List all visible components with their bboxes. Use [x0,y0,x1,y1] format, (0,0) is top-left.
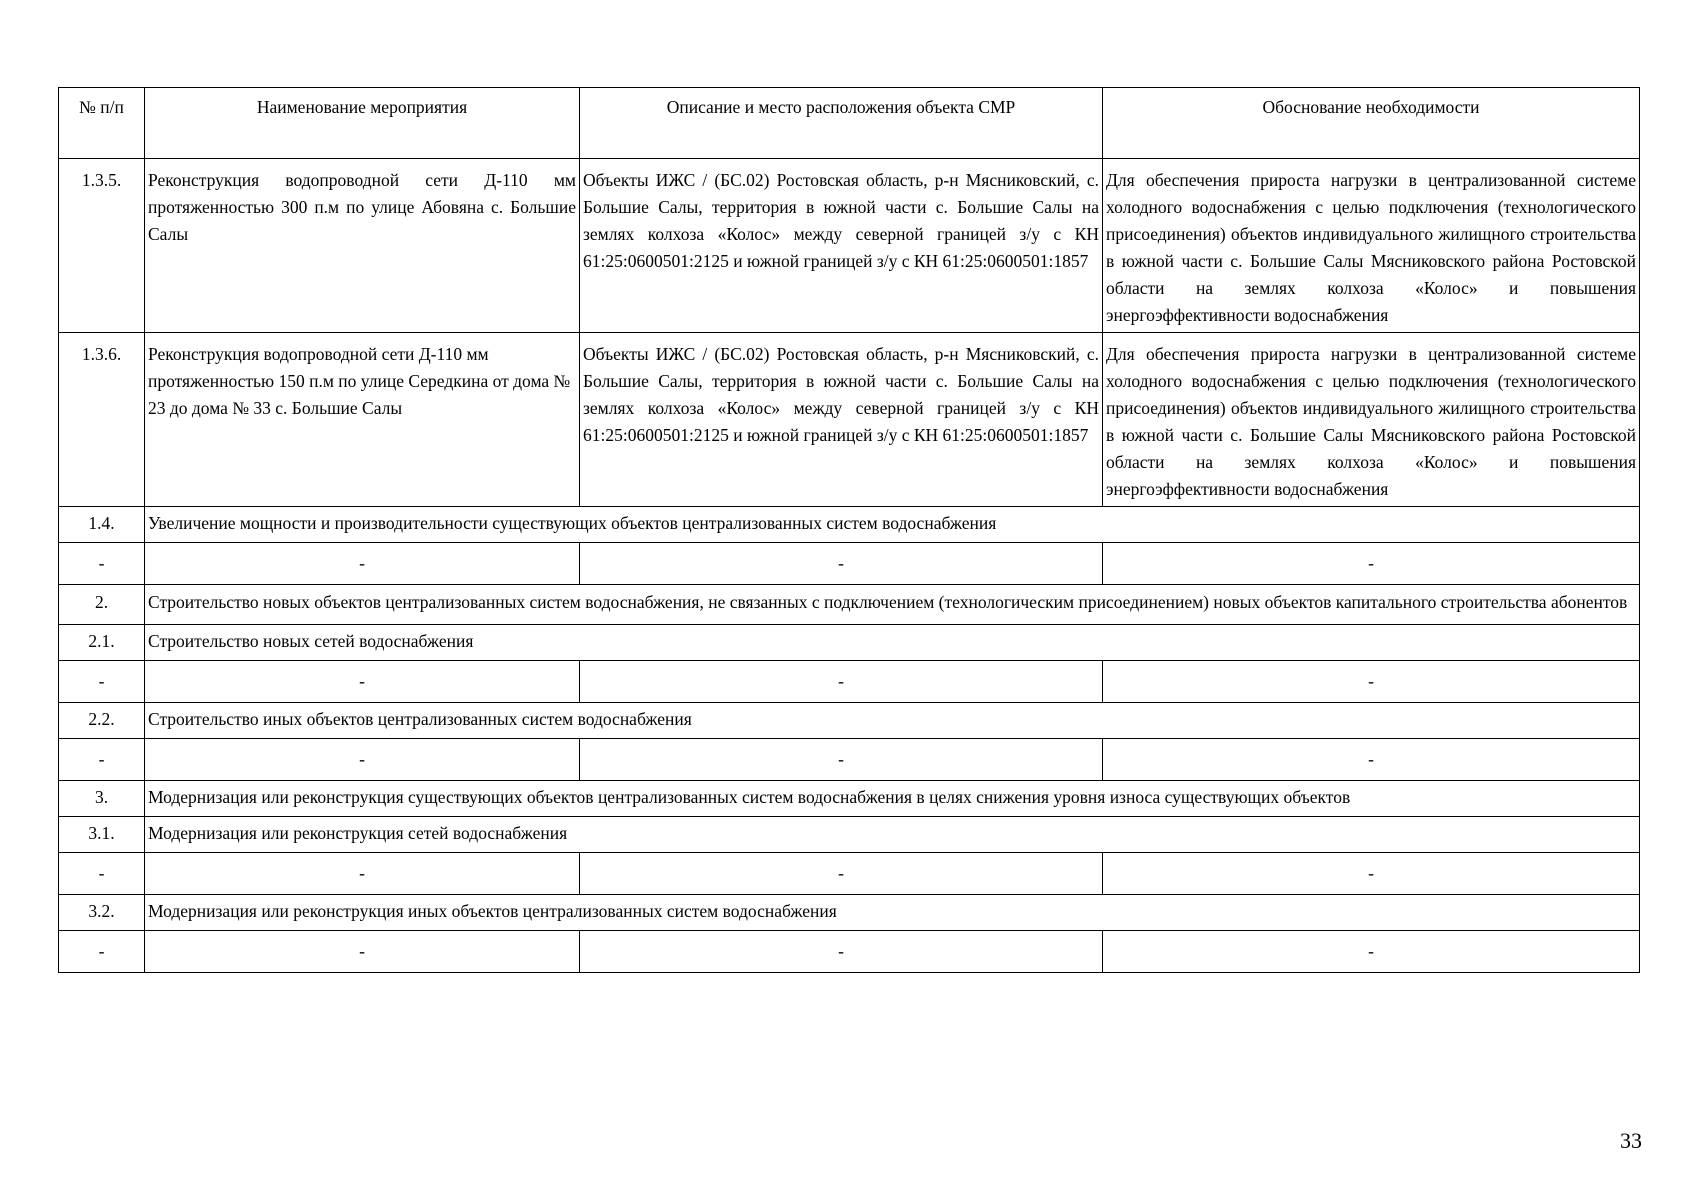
dash-cell: - [1103,543,1640,585]
row-name: Реконструкция водопроводной сети Д-110 мм протяженностью 300 п.м по улице Абовяна с. Большие Салы [145,159,580,333]
section-num: 3. [59,781,145,817]
dash-cell: - [1103,661,1640,703]
empty-row [59,931,1640,973]
dash-cell: - [580,543,1103,585]
empty-row [59,661,1640,703]
dash-cell: - [1103,931,1640,973]
empty-row [59,543,1640,585]
section-row [59,625,1640,661]
dash-cell: - [145,853,580,895]
header-name: Наименование мероприятия [145,88,580,159]
section-row [59,781,1640,817]
section-title: Увеличение мощности и производительности существующих объектов централизованных систем водоснабжения [145,507,1640,543]
dash-cell: - [580,931,1103,973]
dash-cell: - [580,853,1103,895]
dash-cell: - [580,739,1103,781]
section-num: 1.4. [59,507,145,543]
dash-cell: - [145,739,580,781]
dash-cell: - [1103,853,1640,895]
dash-cell: - [145,543,580,585]
row-description: Объекты ИЖС / (БС.02) Ростовская область, р-н Мясниковский, с. Большие Салы, территория в южной части с. Большие Салы на землях колхоза «Колос» между северной границей з/у с КН 61:25:0600501:2125 и южной границей з/у с КН 61:25:0600501:1857 [580,333,1103,507]
section-row [59,507,1640,543]
row-name: Реконструкция водопроводной сети Д-110 мм протяженностью 150 п.м по улице Середкина от дома № 23 до дома № 33 с. Большие Салы [145,333,580,507]
row-justification: Для обеспечения прироста нагрузки в централизованной системе холодного водоснабжения с целью подключения (технологического присоединения) объектов индивидуального жилищного строительства в южной части с. Большие Салы Мясниковского района Ростовской области на землях колхоза «Колос» и повышения энергоэффективности водоснабжения [1103,159,1640,333]
section-title: Модернизация или реконструкция иных объектов централизованных систем водоснабжения [145,895,1640,931]
section-title: Строительство новых сетей водоснабжения [145,625,1640,661]
measures-table [58,87,1640,973]
section-title: Строительство иных объектов централизованных систем водоснабжения [145,703,1640,739]
table-row [59,159,1640,333]
empty-row [59,739,1640,781]
dash-cell: - [59,661,145,703]
dash-cell: - [59,739,145,781]
page-number: 33 [1620,1128,1642,1153]
dash-cell: - [145,661,580,703]
header-row [59,88,1640,159]
row-description: Объекты ИЖС / (БС.02) Ростовская область, р-н Мясниковский, с. Большие Салы, территория в южной части с. Большие Салы на землях колхоза «Колос» между северной границей з/у с КН 61:25:0600501:2125 и южной границей з/у с КН 61:25:0600501:1857 [580,159,1103,333]
section-row [59,703,1640,739]
dash-cell: - [59,543,145,585]
row-num: 1.3.5. [59,159,145,333]
row-justification: Для обеспечения прироста нагрузки в централизованной системе холодного водоснабжения с целью подключения (технологического присоединения) объектов индивидуального жилищного строительства в южной части с. Большие Салы Мясниковского района Ростовской области на землях колхоза «Колос» и повышения энергоэффективности водоснабжения [1103,333,1640,507]
table-row [59,333,1640,507]
section-row [59,817,1640,853]
header-description: Описание и место расположения объекта СМР [580,88,1103,159]
section-title: Модернизация или реконструкция существующих объектов централизованных систем водоснабжения в целях снижения уровня износа существующих объектов [145,781,1640,817]
section-row [59,585,1640,625]
section-num: 2.1. [59,625,145,661]
section-num: 2.2. [59,703,145,739]
dash-cell: - [580,661,1103,703]
section-num: 3.2. [59,895,145,931]
section-row [59,895,1640,931]
empty-row [59,853,1640,895]
section-title: Строительство новых объектов централизованных систем водоснабжения, не связанных с подключением (технологическим присоединением) новых объектов капитального строительства абонентов [145,585,1640,625]
section-title: Модернизация или реконструкция сетей водоснабжения [145,817,1640,853]
header-justification: Обоснование необходимости [1103,88,1640,159]
dash-cell: - [59,931,145,973]
dash-cell: - [59,853,145,895]
dash-cell: - [145,931,580,973]
row-num: 1.3.6. [59,333,145,507]
dash-cell: - [1103,739,1640,781]
header-num: № п/п [59,88,145,159]
section-num: 2. [59,585,145,625]
section-num: 3.1. [59,817,145,853]
